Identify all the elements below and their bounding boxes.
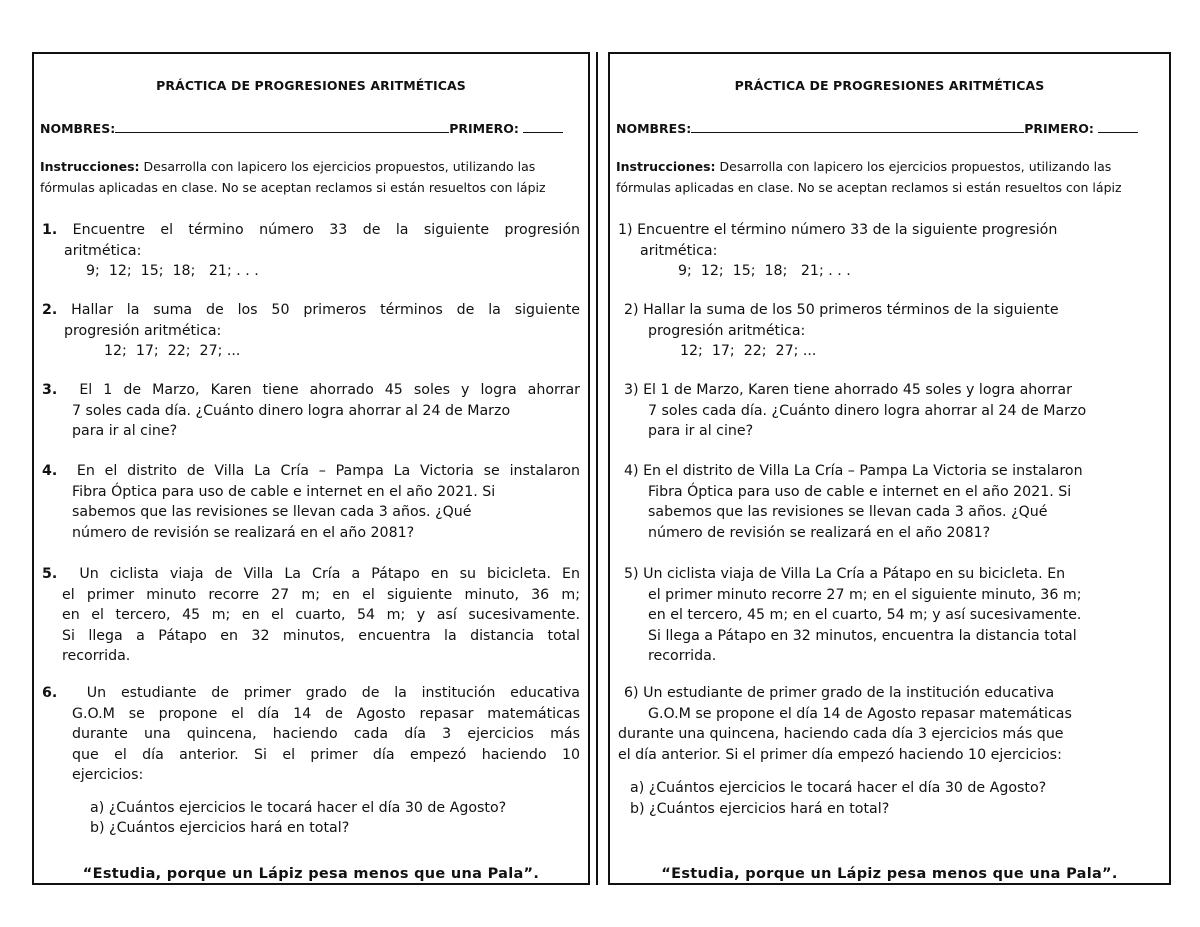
exercise-text: G.O.M se propone el día 14 de Agosto repasar matemáticas	[648, 705, 1072, 722]
names-label: NOMBRES:	[40, 121, 116, 136]
exercise-text: 7 soles cada día. ¿Cuánto dinero logra ahorrar al 24 de Marzo	[648, 402, 1087, 419]
exercise-3	[618, 380, 1161, 442]
exercise-2	[42, 300, 580, 362]
exercise-text: En el distrito de Villa La Cría – Pampa La Victoria se instalaron	[76, 463, 580, 479]
exercise-text: en el tercero, 45 m; en el cuarto, 54 m; y así sucesivamente.	[62, 607, 580, 623]
exercise-text: 4) En el distrito de Villa La Cría – Pampa La Victoria se instalaron	[624, 463, 1083, 479]
instructions-text-1: Desarrolla con lapicero los ejercicios propuestos, utilizando las	[715, 159, 1112, 174]
exercise-text: Un estudiante de primer grado de la institución educativa	[86, 685, 580, 701]
exercise-text: recorrida.	[62, 648, 131, 664]
instructions-label: Instrucciones:	[616, 159, 716, 174]
exercise-text: G.O.M se propone el día 14 de Agosto repasar matemáticas	[72, 705, 580, 722]
exercise-text: 7 soles cada día. ¿Cuánto dinero logra ahorrar al 24 de Marzo	[72, 402, 511, 419]
instructions-label: Instrucciones:	[40, 159, 140, 174]
exercise-text: durante una quincena, haciendo cada día 3 ejercicios más	[72, 726, 580, 742]
exercise-text: durante una quincena, haciendo cada día 3 ejercicios más que	[618, 726, 1064, 742]
instructions	[616, 156, 1163, 198]
exercise-text: Encuentre el término número 33 de la siguiente progresión	[72, 222, 580, 238]
grade-blank[interactable]	[523, 120, 563, 133]
exercise-text: 1) Encuentre el término número 33 de la siguiente progresión	[618, 222, 1058, 238]
instructions-text-1: Desarrolla con lapicero los ejercicios propuestos, utilizando las	[139, 159, 536, 174]
exercise-text: número de revisión se realizará en el año 2081?	[648, 524, 991, 541]
exercise-text: El 1 de Marzo, Karen tiene ahorrado 45 soles y logra ahorrar	[79, 382, 580, 398]
question-a: a) ¿Cuántos ejercicios le tocará hacer el día 30 de Agosto?	[630, 780, 1047, 796]
exercise-text: sabemos que las revisiones se llevan cada 3 años. ¿Qué	[72, 504, 472, 520]
exercise-6	[42, 683, 580, 839]
exercise-text: en el tercero, 45 m; en el cuarto, 54 m; y así sucesivamente.	[648, 607, 1082, 623]
worksheet-title: PRÁCTICA DE PROGRESIONES ARITMÉTICAS	[156, 78, 466, 93]
sequence: 9; 12; 15; 18; 21; . . .	[86, 263, 259, 279]
exercise-text: 6) Un estudiante de primer grado de la institución educativa	[624, 685, 1055, 701]
exercise-number: 6.	[42, 685, 58, 701]
worksheet-right	[608, 52, 1171, 885]
exercise-number: 2.	[42, 302, 58, 318]
grade-blank[interactable]	[1098, 120, 1138, 133]
motivational-quote: “Estudia, porque un Lápiz pesa menos que una Pala”.	[661, 866, 1118, 882]
exercise-text: el día anterior. Si el primer día empezó haciendo 10 ejercicios:	[618, 746, 1062, 763]
instructions-text-2: fórmulas aplicadas en clase. No se aceptan reclamos si están resueltos con lápiz	[616, 180, 1122, 195]
exercise-2	[618, 300, 1161, 362]
exercise-text: 2) Hallar la suma de los 50 primeros términos de la siguiente	[624, 302, 1059, 318]
question-b: b) ¿Cuántos ejercicios hará en total?	[90, 820, 350, 836]
names-line	[40, 120, 563, 136]
exercise-text: progresión aritmética:	[648, 322, 806, 339]
exercise-text: 5) Un ciclista viaja de Villa La Cría a Pátapo en su bicicleta. En	[624, 566, 1066, 582]
exercise-text: el primer minuto recorre 27 m; en el siguiente minuto, 36 m;	[648, 586, 1082, 603]
exercise-text: aritmética:	[640, 242, 718, 259]
exercise-4	[618, 461, 1161, 543]
exercise-5	[618, 564, 1161, 667]
instructions-text-2: fórmulas aplicadas en clase. No se aceptan reclamos si están resueltos con lápiz	[40, 180, 546, 195]
exercise-number: 4.	[42, 463, 58, 479]
exercise-text: sabemos que las revisiones se llevan cada 3 años. ¿Qué	[648, 504, 1048, 520]
exercise-text: 3) El 1 de Marzo, Karen tiene ahorrado 45 soles y logra ahorrar	[624, 382, 1072, 398]
exercise-text: Fibra Óptica para uso de cable e internet en el año 2021. Si	[72, 483, 496, 500]
exercise-number: 3.	[42, 382, 58, 398]
exercise-text: para ir al cine?	[648, 423, 754, 439]
exercise-text: progresión aritmética:	[64, 322, 222, 339]
names-blank[interactable]	[691, 120, 1024, 133]
question-a: a) ¿Cuántos ejercicios le tocará hacer el día 30 de Agosto?	[90, 799, 507, 816]
exercise-6	[618, 683, 1161, 819]
exercise-text: Fibra Óptica para uso de cable e internet en el año 2021. Si	[648, 483, 1072, 500]
names-label: NOMBRES:	[616, 121, 692, 136]
instructions	[40, 156, 582, 198]
question-b: b) ¿Cuántos ejercicios hará en total?	[630, 800, 890, 817]
exercise-text: Si llega a Pátapo en 32 minutos, encuentra la distancia total	[62, 627, 580, 644]
grade-label: PRIMERO:	[1024, 121, 1094, 136]
worksheet-left	[32, 52, 590, 885]
exercise-text: que el día anterior. Si el primer día empezó haciendo 10	[72, 746, 580, 763]
exercise-text: ejercicios:	[72, 767, 144, 783]
exercise-5	[42, 564, 580, 667]
exercise-1	[618, 220, 1161, 282]
sequence: 9; 12; 15; 18; 21; . . .	[678, 263, 851, 279]
exercise-text: Hallar la suma de los 50 primeros términos de la siguiente	[71, 302, 580, 318]
exercise-text: Si llega a Pátapo en 32 minutos, encuentra la distancia total	[648, 627, 1077, 644]
exercise-text: el primer minuto recorre 27 m; en el siguiente minuto, 36 m;	[62, 586, 580, 603]
exercise-3	[42, 380, 580, 442]
worksheet-title: PRÁCTICA DE PROGRESIONES ARITMÉTICAS	[734, 78, 1045, 93]
grade-label: PRIMERO:	[449, 121, 519, 136]
sequence: 12; 17; 22; 27; ...	[680, 343, 817, 359]
exercise-number: 5.	[42, 566, 58, 582]
names-blank[interactable]	[115, 120, 449, 133]
page-divider	[596, 52, 598, 885]
exercise-text: Un ciclista viaja de Villa La Cría a Pátapo en su bicicleta. En	[79, 566, 580, 582]
exercise-text: número de revisión se realizará en el año 2081?	[72, 524, 415, 541]
sequence: 12; 17; 22; 27; ...	[104, 343, 241, 359]
names-line	[616, 120, 1138, 136]
exercise-1	[42, 220, 580, 282]
motivational-quote: “Estudia, porque un Lápiz pesa menos que una Pala”.	[82, 866, 540, 882]
exercise-number: 1.	[42, 222, 58, 238]
exercise-text: aritmética:	[64, 242, 142, 259]
exercise-text: recorrida.	[648, 648, 717, 664]
exercise-4	[42, 461, 580, 543]
exercise-text: para ir al cine?	[72, 423, 178, 439]
